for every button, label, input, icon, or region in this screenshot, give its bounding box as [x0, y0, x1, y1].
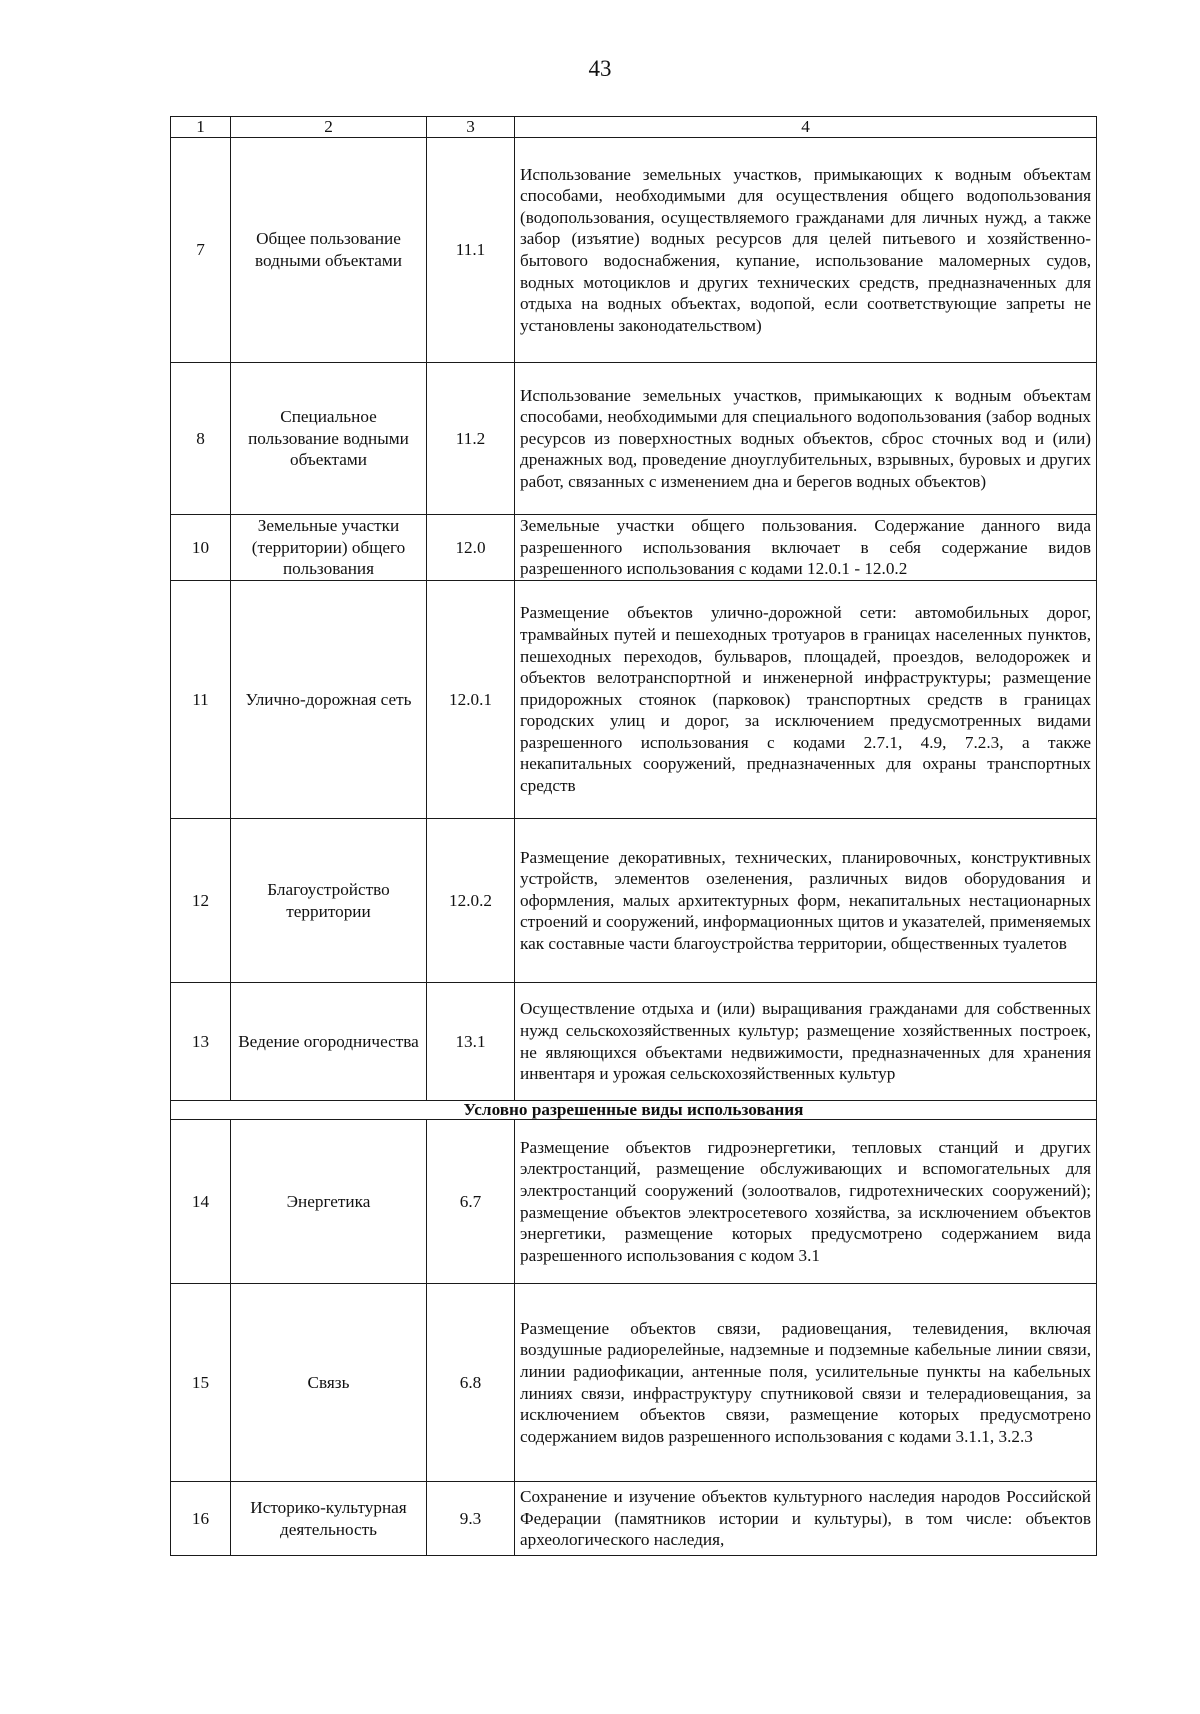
land-use-description: Размещение объектов гидроэнергетики, тепловых станций и других электростанций, размещение обслуживающих и вспомогательных для электростанций сооружений (золоотвалов, гидротехнических сооружений); размещение объектов электросетевого хозяйства, за исключением объектов энергетики, размещение которых предусмотрено содержанием вида разрешенного использования с кодом 3.1 [515, 1120, 1097, 1284]
land-use-description: Размещение декоративных, технических, планировочных, конструктивных устройств, элементов озеленения, различных видов оборудования и оформления, малых архитектурных форм, некапитальных нестационарных строений и сооружений, информационных щитов и указателей, применяемых как составные части благоустройства территории, общественных туалетов [515, 819, 1097, 983]
land-use-code: 12.0.1 [427, 581, 515, 819]
land-use-name: Энергетика [231, 1120, 427, 1284]
land-use-description: Сохранение и изучение объектов культурного наследия народов Российской Федерации (памятников истории и культуры), в том числе: объектов археологического наследия, [515, 1482, 1097, 1556]
table-row [171, 983, 1097, 1101]
land-use-code: 13.1 [427, 983, 515, 1101]
section-title: Условно разрешенные виды использования [171, 1101, 1097, 1120]
land-use-description: Размещение объектов улично-дорожной сети: автомобильных дорог, трамвайных путей и пешеходных тротуаров в границах населенных пунктов, пешеходных переходов, бульваров, площадей, проездов, велодорожек и объектов велотранспортной и инженерной инфраструктуры; размещение придорожных стоянок (парковок) транспортных средств в границах городских улиц и дорог, за исключением предусмотренных видами разрешенного использования с кодами 2.7.1, 4.9, 7.2.3, а также некапитальных сооружений, предназначенных для охраны транспортных средств [515, 581, 1097, 819]
land-use-code: 12.0.2 [427, 819, 515, 983]
land-use-description: Осуществление отдыха и (или) выращивания гражданами для собственных нужд сельскохозяйственных культур; размещение хозяйственных построек, не являющихся объектами недвижимости, предназначенных для хранения инвентаря и урожая сельскохозяйственных культур [515, 983, 1097, 1101]
table-row [171, 819, 1097, 983]
header-cell-3: 3 [427, 117, 515, 138]
land-use-code: 11.2 [427, 363, 515, 515]
table-row [171, 515, 1097, 581]
land-use-name: Ведение огородничества [231, 983, 427, 1101]
row-number: 16 [171, 1482, 231, 1556]
header-cell-2: 2 [231, 117, 427, 138]
land-use-description: Использование земельных участков, примыкающих к водным объектам способами, необходимыми для специального водопользования (забор водных ресурсов из поверхностных водных объектов, сброс сточных вод и (или) дренажных вод, проведение дноуглубительных, взрывных, буровых и других работ, связанных с изменением дна и берегов водных объектов) [515, 363, 1097, 515]
table-row [171, 1120, 1097, 1284]
table-header-row [171, 117, 1097, 138]
land-use-code: 11.1 [427, 138, 515, 363]
row-number: 10 [171, 515, 231, 581]
row-number: 8 [171, 363, 231, 515]
header-cell-4: 4 [515, 117, 1097, 138]
land-use-description: Использование земельных участков, примыкающих к водным объектам способами, необходимыми для осуществления общего водопользования (водопользования, осуществляемого гражданами для личных нужд, а также забор (изъятие) водных ресурсов для целей питьевого и хозяйственно-бытового водоснабжения, купание, использование маломерных судов, водных мотоциклов и других технических средств, предназначенных для отдыха на водных объектах, водопой, если соответствующие запреты не установлены законодательством) [515, 138, 1097, 363]
land-use-description: Земельные участки общего пользования. Содержание данного вида разрешенного использования включает в себя содержание видов разрешенного использования с кодами 12.0.1 - 12.0.2 [515, 515, 1097, 581]
table-row [171, 581, 1097, 819]
land-use-name: Общее пользование водными объектами [231, 138, 427, 363]
row-number: 11 [171, 581, 231, 819]
row-number: 12 [171, 819, 231, 983]
land-use-code: 6.7 [427, 1120, 515, 1284]
land-use-name: Благоустройство территории [231, 819, 427, 983]
table-row [171, 363, 1097, 515]
land-use-name: Историко-культурная деятельность [231, 1482, 427, 1556]
table-row [171, 1284, 1097, 1482]
land-use-name: Земельные участки (территории) общего пользования [231, 515, 427, 581]
table-row [171, 1482, 1097, 1556]
land-use-code: 6.8 [427, 1284, 515, 1482]
land-use-name: Специальное пользование водными объектами [231, 363, 427, 515]
land-use-name: Связь [231, 1284, 427, 1482]
row-number: 14 [171, 1120, 231, 1284]
row-number: 13 [171, 983, 231, 1101]
land-use-description: Размещение объектов связи, радиовещания, телевидения, включая воздушные радиорелейные, надземные и подземные кабельные линии связи, линии радиофикации, антенные поля, усилительные пункты на кабельных линиях связи, инфраструктуру спутниковой связи и телерадиовещания, за исключением объектов связи, размещение которых предусмотрено содержанием видов разрешенного использования с кодами 3.1.1, 3.2.3 [515, 1284, 1097, 1482]
row-number: 15 [171, 1284, 231, 1482]
land-use-code: 9.3 [427, 1482, 515, 1556]
land-use-code: 12.0 [427, 515, 515, 581]
header-cell-1: 1 [171, 117, 231, 138]
section-heading-row [171, 1101, 1097, 1120]
table-row [171, 138, 1097, 363]
row-number: 7 [171, 138, 231, 363]
land-use-name: Улично-дорожная сеть [231, 581, 427, 819]
page-number: 43 [588, 56, 612, 81]
land-use-table [170, 116, 1097, 1556]
